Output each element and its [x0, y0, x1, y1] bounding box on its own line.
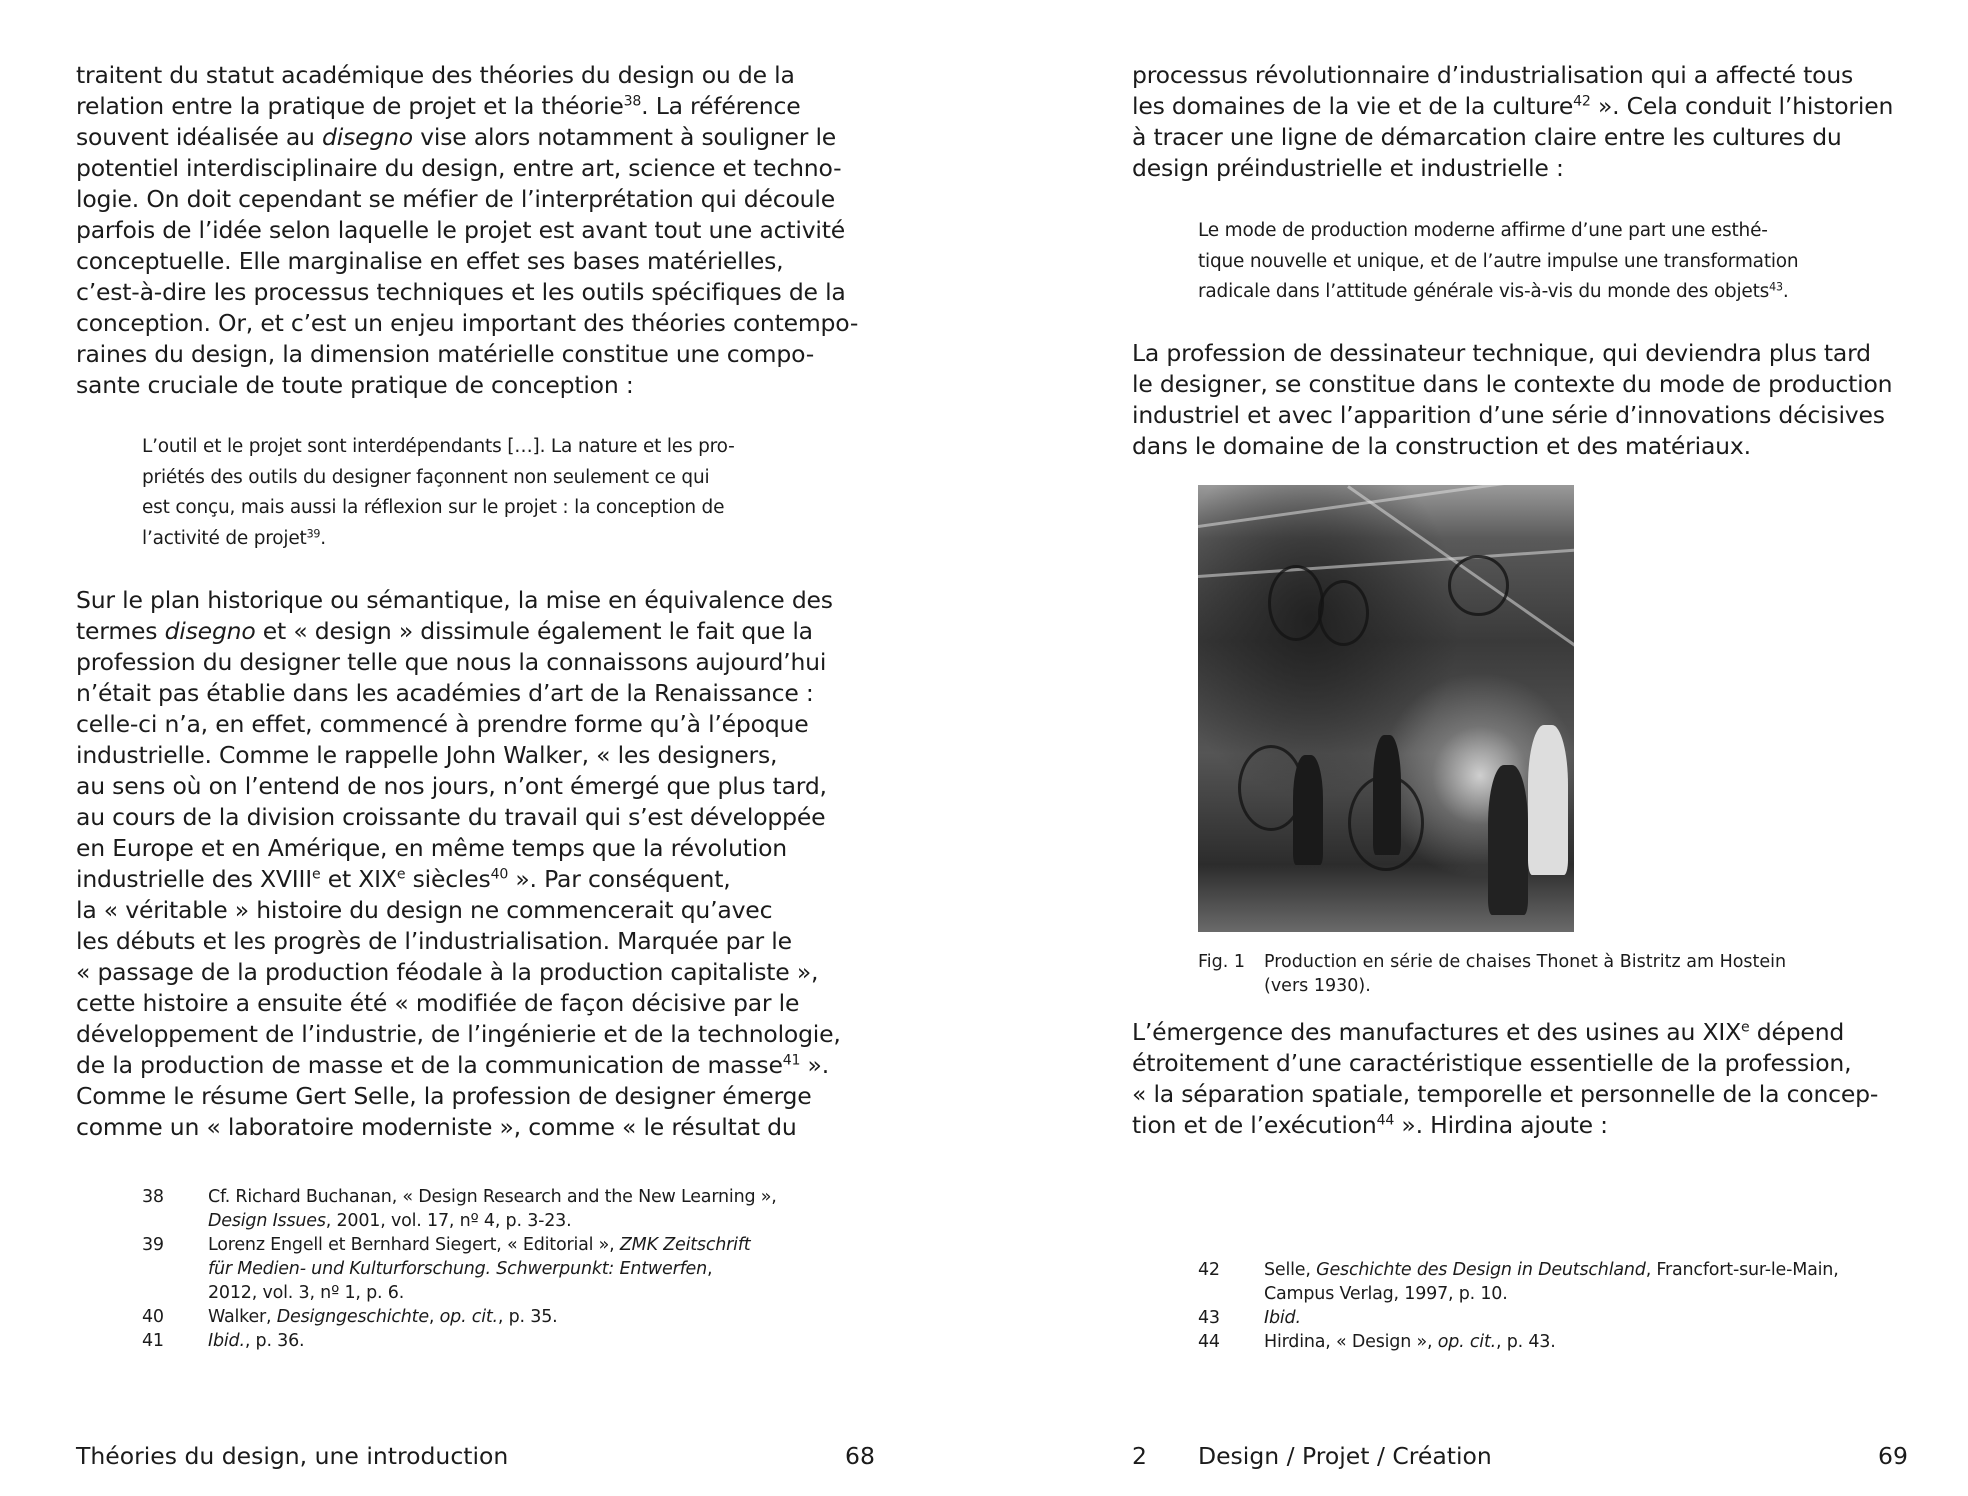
text-run: l’activité de projet [142, 527, 307, 549]
text-run: ». Par conséquent, [508, 865, 731, 893]
footnote [142, 1233, 777, 1305]
figure-label: Fig. 1 [1198, 952, 1246, 972]
page-number-right: 69 [1878, 1442, 1908, 1470]
italic-run: op. cit. [439, 1307, 498, 1327]
text-line: la « véritable » histoire du design ne commencerait qu’avec [76, 896, 773, 924]
text-line: priétés des outils du designer façonnent non seulement ce qui [142, 466, 710, 488]
text-line: 2012, vol. 3, nº 1, p. 6. [208, 1283, 405, 1303]
footnote-text [1264, 1258, 1839, 1306]
superscript: 42 [1573, 93, 1591, 110]
text-line: en Europe et en Amérique, en même temps que la révolution [76, 834, 787, 862]
superscript: 41 [782, 1052, 801, 1069]
italic-run: Ibid. [1264, 1308, 1301, 1328]
text-line: au cours de la division croissante du travail qui s’est développée [76, 803, 826, 831]
text-line: n’était pas établie dans les académies d’art de la Renaissance : [76, 679, 814, 707]
superscript: 39 [306, 526, 321, 540]
text-line: « la séparation spatiale, temporelle et personnelle de la concep- [1132, 1080, 1879, 1108]
left-block-quote [142, 432, 735, 554]
footnote [1198, 1258, 1839, 1306]
text-line [208, 1305, 558, 1329]
text-line [1132, 91, 1893, 122]
text-line: comme un « laboratoire moderniste », comme « le résultat du [76, 1113, 797, 1141]
text-run: et « design » dissimule également le fait que la [255, 617, 813, 645]
footnote-number: 41 [142, 1331, 164, 1351]
caption-line: Production en série de chaises Thonet à Bistritz am Hostein [1264, 952, 1787, 972]
running-footer-title-left: Théories du design, une introduction [76, 1442, 509, 1470]
text-line: les débuts et les progrès de l’industrialisation. Marquée par le [76, 927, 792, 955]
text-run: , p. 36. [244, 1331, 305, 1351]
text-line: parfois de l’idée selon laquelle le projet est avant tout une activité [76, 216, 846, 244]
text-run: vise alors notamment à souligner le [412, 123, 837, 151]
text-run: dépend [1749, 1018, 1845, 1046]
page-number-left: 68 [845, 1442, 875, 1470]
left-paragraph-1 [76, 60, 858, 401]
text-line: au sens où on l’entend de nos jours, n’ont émergé que plus tard, [76, 772, 827, 800]
text-run: , 2001, vol. 17, nº 4, p. 3-23. [325, 1211, 572, 1231]
running-footer-title-right: Design / Projet / Création [1198, 1442, 1492, 1470]
text-line: traitent du statut académique des théories du design ou de la [76, 61, 795, 89]
italic-run: für Medien- und Kulturforschung. Schwerpunkt: Entwerfen [208, 1259, 707, 1279]
superscript: 38 [623, 93, 642, 110]
italic-run: disegno [322, 123, 413, 151]
figure-caption [1198, 950, 1786, 998]
text-run: , [428, 1307, 440, 1327]
footnote-text [208, 1185, 777, 1233]
text-line: dans le domaine de la construction et des matériaux. [1132, 432, 1751, 460]
text-line [1132, 1110, 1878, 1141]
text-run: termes [76, 617, 165, 645]
text-line: conception. Or, et c’est un enjeu important des théories contempo- [76, 309, 859, 337]
text-line: Comme le résume Gert Selle, la profession de designer émerge [76, 1082, 812, 1110]
text-line [208, 1257, 750, 1281]
text-line [76, 91, 858, 122]
footnote-number: 38 [142, 1187, 164, 1207]
footnote-text [208, 1329, 304, 1353]
text-line [1198, 277, 1798, 308]
italic-run: Designgeschichte [276, 1307, 429, 1327]
text-line: cette histoire a ensuite été « modifiée de façon décisive par le [76, 989, 800, 1017]
text-run: et XIX [320, 865, 397, 893]
text-line: Cf. Richard Buchanan, « Design Research and the New Learning », [208, 1187, 777, 1207]
text-run: Walker, [208, 1307, 277, 1327]
text-line: industriel et avec l’apparition d’une série d’innovations décisives [1132, 401, 1885, 429]
text-run: Selle, [1264, 1260, 1317, 1280]
text-line: tique nouvelle et unique, et de l’autre impulse une transformation [1198, 250, 1799, 272]
text-run: , Francfort-sur-le-Main, [1645, 1260, 1839, 1280]
text-line: design préindustrielle et industrielle : [1132, 154, 1564, 182]
text-line: développement de l’industrie, de l’ingénierie et de la technologie, [76, 1020, 841, 1048]
text-run: . [320, 527, 326, 549]
italic-run: disegno [164, 617, 256, 645]
footnote-number: 40 [142, 1307, 164, 1327]
text-line: c’est-à-dire les processus techniques et les outils spécifiques de la [76, 278, 846, 306]
italic-run: Geschichte des Design in Deutschland [1316, 1260, 1646, 1280]
superscript: 40 [490, 866, 509, 883]
right-block-quote [1198, 216, 1798, 308]
text-line: Le mode de production moderne affirme d’une part une esthé- [1198, 220, 1768, 241]
right-paragraph-3 [1132, 1017, 1878, 1141]
footnote [142, 1329, 777, 1353]
text-line [1132, 1017, 1878, 1048]
text-line [76, 1050, 841, 1081]
text-line [208, 1233, 750, 1257]
text-line [76, 616, 841, 647]
superscript: 43 [1769, 280, 1783, 294]
text-run: de la production de masse et de la communication de masse [76, 1051, 783, 1079]
figure-photo-thonet-factory [1198, 485, 1574, 932]
text-run: Hirdina, « Design », [1264, 1332, 1438, 1352]
footnote-number: 44 [1198, 1332, 1220, 1352]
text-run: L’émergence des manufactures et des usines au XIX [1132, 1018, 1741, 1046]
text-line: est conçu, mais aussi la réflexion sur le projet : la conception de [142, 497, 725, 518]
footnote-number: 42 [1198, 1260, 1220, 1280]
italic-run: ZMK Zeitschrift [619, 1235, 751, 1255]
footnote-text [1264, 1306, 1301, 1330]
text-line: conceptuelle. Elle marginalise en effet ses bases matérielles, [76, 247, 784, 275]
text-line [208, 1209, 777, 1233]
text-line: à tracer une ligne de démarcation claire entre les cultures du [1132, 123, 1842, 151]
chapter-number: 2 [1132, 1442, 1147, 1470]
text-line: « passage de la production féodale à la production capitaliste », [76, 958, 819, 986]
text-line: celle-ci n’a, en effet, commencé à prendre forme qu’à l’époque [76, 710, 809, 738]
text-run: industrielle des XVIII [76, 865, 312, 893]
text-line: potentiel interdisciplinaire du design, entre art, science et techno- [76, 154, 842, 182]
superscript: 44 [1376, 1112, 1395, 1129]
text-run: , p. 43. [1495, 1332, 1556, 1352]
left-footnotes [142, 1185, 777, 1353]
left-paragraph-2 [76, 585, 841, 1143]
text-line: étroitement d’une caractéristique essentielle de la profession, [1132, 1049, 1852, 1077]
text-line: le designer, se constitue dans le contexte du mode de production [1132, 370, 1893, 398]
text-line: industrielle. Comme le rappelle John Walker, « les designers, [76, 741, 778, 769]
footnote [142, 1305, 777, 1329]
text-run: radicale dans l’attitude générale vis-à-vis du monde des objets [1198, 281, 1770, 302]
text-line [76, 122, 858, 153]
text-run: . La référence [641, 92, 801, 120]
italic-run: op. cit. [1437, 1332, 1496, 1352]
text-run: relation entre la pratique de projet et la théorie [76, 92, 624, 120]
text-line: La profession de dessinateur technique, qui deviendra plus tard [1132, 339, 1871, 367]
italic-run: Design Issues [208, 1211, 326, 1231]
right-paragraph-1 [1132, 60, 1893, 184]
superscript: e [1740, 1019, 1750, 1036]
text-line: sante cruciale de toute pratique de conception : [76, 371, 634, 399]
text-line [1264, 1330, 1556, 1354]
footnote [142, 1185, 777, 1233]
text-line: L’outil et le projet sont interdépendants […]. La nature et les pro- [142, 436, 735, 457]
text-line [142, 524, 735, 555]
text-run: tion et de l’exécution [1132, 1111, 1377, 1139]
text-line: Campus Verlag, 1997, p. 10. [1264, 1284, 1508, 1304]
superscript: e [396, 866, 406, 883]
text-run: siècles [405, 865, 491, 893]
superscript: e [311, 866, 321, 883]
text-line: raines du design, la dimension matérielle constitue une compo- [76, 340, 814, 368]
footnote-text [1264, 1330, 1556, 1354]
text-run: . [1782, 281, 1789, 302]
text-line [76, 864, 841, 895]
caption-line: (vers 1930). [1264, 976, 1371, 996]
footnote-number: 43 [1198, 1308, 1220, 1328]
text-run: ». [800, 1051, 829, 1079]
footnote [1198, 1306, 1839, 1330]
text-line: Sur le plan historique ou sémantique, la mise en équivalence des [76, 586, 833, 614]
right-paragraph-2 [1132, 338, 1892, 462]
text-run: ». Hirdina ajoute : [1394, 1111, 1608, 1139]
text-line: profession du designer telle que nous la connaissons aujourd’hui [76, 648, 827, 676]
footnote-text [208, 1305, 558, 1329]
text-line: logie. On doit cependant se méfier de l’interprétation qui découle [76, 185, 835, 213]
text-run: ». Cela conduit l’historien [1590, 92, 1894, 120]
text-line: processus révolutionnaire d’industrialisation qui a affecté tous [1132, 61, 1854, 89]
text-line [1264, 1258, 1839, 1282]
footnote-text [208, 1233, 750, 1305]
right-footnotes [1198, 1258, 1839, 1354]
text-run: , [707, 1259, 713, 1279]
text-line [208, 1329, 304, 1353]
text-run: les domaines de la vie et de la culture [1132, 92, 1574, 120]
text-run: souvent idéalisée au [76, 123, 323, 151]
footnote [1198, 1330, 1839, 1354]
italic-run: Ibid. [208, 1331, 245, 1351]
text-run: Lorenz Engell et Bernhard Siegert, « Editorial », [208, 1235, 620, 1255]
footnote-number: 39 [142, 1235, 164, 1255]
text-run: , p. 35. [497, 1307, 558, 1327]
text-line [1264, 1306, 1301, 1330]
